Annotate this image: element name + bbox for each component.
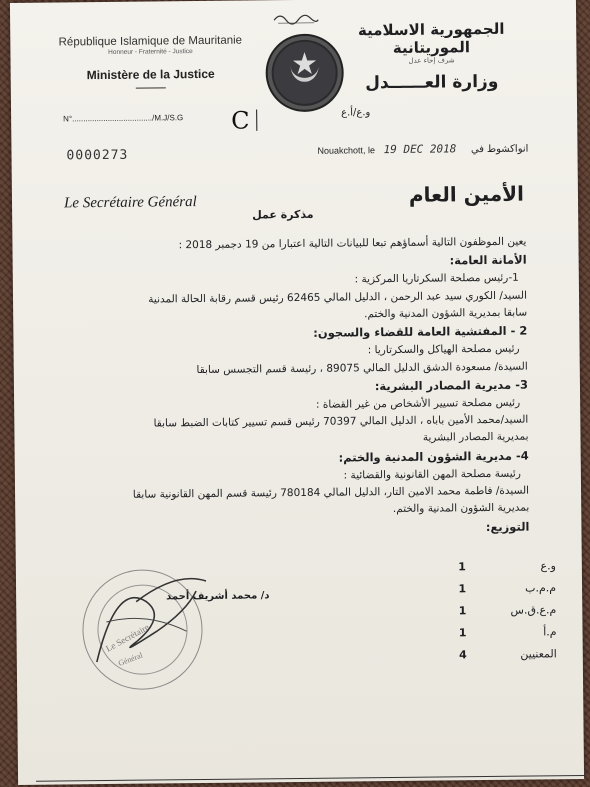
stamp-text-2: Général — [117, 650, 144, 668]
city-fr: Nouakchott, le — [317, 145, 376, 156]
section-4-person: السيدة/ فاطمة محمد الامين التار، الدليل المالي 780184 رئيسة قسم المهن القانونية سابقا — [132, 484, 530, 501]
french-header — [50, 34, 251, 89]
distribution-label: م.م.ب — [525, 581, 557, 595]
section-4-item: رئيسة مصلحة المهن القانونية والقضائية : — [343, 467, 521, 482]
motto-ar: شرف إخاء عدل — [408, 56, 455, 65]
secretary-general-fr: Le Secrétaire Général — [63, 194, 197, 212]
section-4-title: 4- مديرية الشؤون المدنية والختم: — [338, 448, 529, 465]
date-stamp: 19 DEC 2018 — [383, 142, 457, 157]
list-item — [426, 559, 556, 574]
republic-fr: République Islamique de Mauritanie — [58, 34, 243, 49]
section-3-item: رئيس مصلحة تسيير الأشخاص من غير القضاة : — [315, 396, 521, 411]
distribution-label: المعنيين — [520, 647, 557, 661]
stamped-number: 0000273 — [66, 147, 129, 164]
section-1-item: 1-رئيس مصلحة السكرتاريا المركزية : — [354, 271, 519, 286]
distribution-count: 1 — [458, 604, 467, 618]
handwritten-signature — [76, 561, 227, 683]
star-icon: ★ — [290, 46, 319, 83]
section-1-title: الأمانة العامة: — [449, 252, 527, 268]
document-page — [10, 0, 584, 785]
list-item — [426, 603, 557, 618]
header-divider — [136, 87, 166, 88]
section-2-item: رئيس مصلحة الهياكل والسكرتاريا : — [367, 342, 520, 357]
section-3-person-cont: بمديرية المصادر البشرية — [422, 430, 529, 445]
ministry-ar: وزارة العــــــدل — [365, 71, 499, 94]
reference-ar: و.ع/أ.ع — [341, 107, 371, 119]
distribution-label: م.ع.ق.س — [510, 603, 557, 617]
distribution-count: 1 — [458, 582, 467, 596]
distribution-label: و.ع — [540, 559, 556, 573]
date-line — [317, 142, 528, 157]
handwritten-initials: Cᛁ — [231, 106, 265, 135]
section-4-person-cont: بمديرية الشؤون المدنية والختم. — [392, 501, 530, 516]
ministry-fr: Ministère de la Justice — [86, 66, 215, 83]
distribution-count: 1 — [458, 560, 466, 574]
distribution-count: 1 — [458, 626, 467, 640]
list-item — [426, 581, 557, 596]
section-3-title: 3- مديرية المصادر البشرية: — [374, 377, 529, 393]
stamp-text: Le Secrétaire — [104, 621, 151, 654]
distribution-label: م.أ — [543, 625, 557, 639]
republic-ar: الجمهورية الاسلامية الموريتانية — [357, 19, 505, 57]
distribution-list — [436, 559, 557, 662]
section-2-person: السيدة/ مسعودة الدشق الدليل المالي 89075 ، رئيسة قسم التجسس سابقا — [196, 360, 528, 376]
section-1-person-cont: سابقا بمديرية الشؤون المدنية والختم. — [364, 306, 528, 321]
intro-text: يعين الموظفون التالية أسماؤهم تبعا للبيانات التالية اعتبارا من 19 دجمبر 2018 : — [178, 235, 527, 252]
section-2-title: 2 - المفتشية العامة للقضاء والسجون: — [313, 323, 528, 341]
distribution-count: 4 — [459, 648, 467, 662]
list-item — [426, 625, 557, 640]
motto-fr: Honneur - Fraternité - Justice — [108, 48, 193, 56]
arabic-header — [326, 19, 537, 93]
basmala-calligraphy — [272, 10, 320, 27]
section-3-person: السيد/محمد الأمين باباه ، الدليل المالي 70397 رئيس قسم تسيير كتابات الضبط سابقا — [153, 413, 529, 430]
city-ar: انواكشوط في — [470, 143, 529, 156]
list-item — [427, 647, 557, 662]
memo-title: مذكرة عمل — [252, 207, 314, 222]
memo-body — [66, 234, 529, 541]
section-1-person: السيد/ الكوري سيد عبد الرحمن ، الدليل المالي 62465 رئيس قسم رقابة الحالة المدنية — [148, 289, 528, 306]
signatory-name: د/ محمد أشريف أحمد — [166, 590, 270, 603]
secretary-general-ar: الأمين العام — [408, 181, 525, 207]
distribution-title: التوزيع: — [485, 519, 530, 534]
reference-number-line: N°..................................../M.J/S.G — [63, 113, 184, 124]
